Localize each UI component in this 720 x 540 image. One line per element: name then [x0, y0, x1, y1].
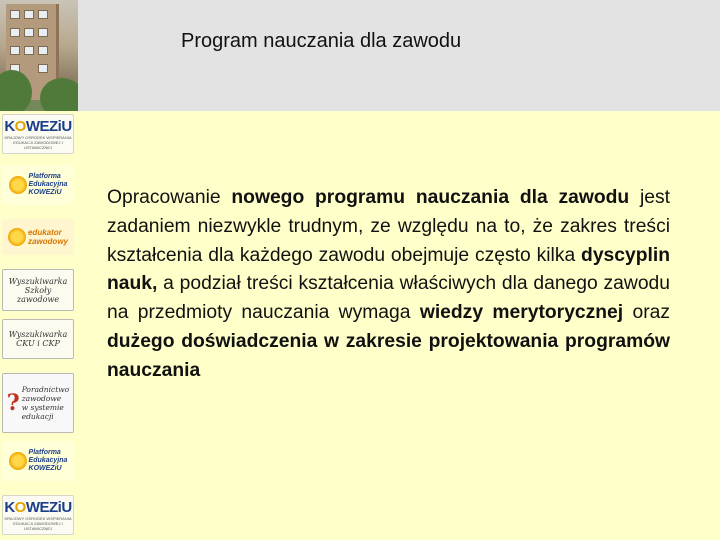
koweziu-logo-text: KOWEZiU — [4, 499, 72, 516]
koweziu-logo-subtitle: KRAJOWY OŚRODEK WSPIERANIA EDUKACJI ZAWODOWEJ I USTAWICZNEJ — [4, 516, 72, 531]
logo-line: Edukacyjna — [28, 181, 68, 188]
logo-line: edukator — [27, 228, 62, 237]
sidebar — [0, 111, 78, 540]
logo-line: zawodowe — [21, 394, 62, 403]
logo-line: Wyszukiwarka — [8, 276, 68, 286]
wyszukiwarka-szkol-logo[interactable] — [2, 269, 74, 311]
logo-line: w systemie — [21, 403, 64, 412]
logo-line: Wyszukiwarka — [8, 330, 68, 339]
logo-line: KOWEZiU — [28, 189, 62, 196]
edukator-zawodowy-logo[interactable] — [2, 219, 74, 255]
bold-run: dużego doświadczenia w zakresie projektowania programów nauczania — [107, 330, 670, 381]
text-run: jest zadaniem niezwykle trudnym, ze względu na to, że zakres treści kształcenia dla każdego zawodu obejmuje często kilka — [107, 187, 670, 266]
bold-run: wiedzy merytorycznej — [419, 302, 624, 324]
question-mark-icon: ? — [6, 390, 20, 416]
poradnictwo-logo[interactable] — [2, 373, 74, 433]
logo-line: KOWEZiU — [28, 465, 62, 472]
sun-icon — [9, 452, 27, 470]
logo-line: edukacji — [21, 412, 54, 421]
logo-line: Poradnictwo — [21, 385, 70, 394]
main-paragraph — [107, 184, 670, 386]
koweziu-logo-2[interactable] — [2, 495, 74, 535]
platforma-edukacyjna-logo[interactable] — [2, 165, 74, 205]
koweziu-logo-text: KOWEZiU — [4, 118, 72, 135]
bold-run: dyscyplin nauk, — [107, 244, 670, 295]
platforma-edukacyjna-logo-2[interactable] — [2, 441, 74, 481]
logo-line: Platforma — [28, 173, 61, 180]
sun-icon — [9, 176, 27, 194]
wyszukiwarka-cku-logo[interactable] — [2, 319, 74, 359]
logo-line: CKU i CKP — [16, 339, 60, 348]
text-run: Opracowanie — [107, 187, 232, 208]
koweziu-logo-subtitle: KRAJOWY OŚRODEK WSPIERANIA EDUKACJI ZAWODOWEJ I USTAWICZNEJ — [4, 135, 72, 150]
logo-line: Szkoły zawodowe — [16, 285, 60, 304]
page-title: Program nauczania dla zawodu — [181, 30, 462, 52]
logo-line: zawodowy — [27, 237, 68, 246]
koweziu-logo[interactable] — [2, 114, 74, 154]
header-bar — [0, 0, 720, 111]
sun-icon — [8, 228, 26, 246]
text-run: oraz — [623, 302, 670, 324]
building-photo — [0, 0, 78, 111]
bold-run: nowego programu nauczania dla zawodu — [231, 187, 630, 208]
text-run: a podział treści kształcenia właściwych dla danego zawodu na przedmioty nauczania wymaga — [107, 273, 670, 324]
logo-line: Platforma — [28, 449, 61, 456]
logo-line: Edukacyjna — [28, 457, 68, 464]
